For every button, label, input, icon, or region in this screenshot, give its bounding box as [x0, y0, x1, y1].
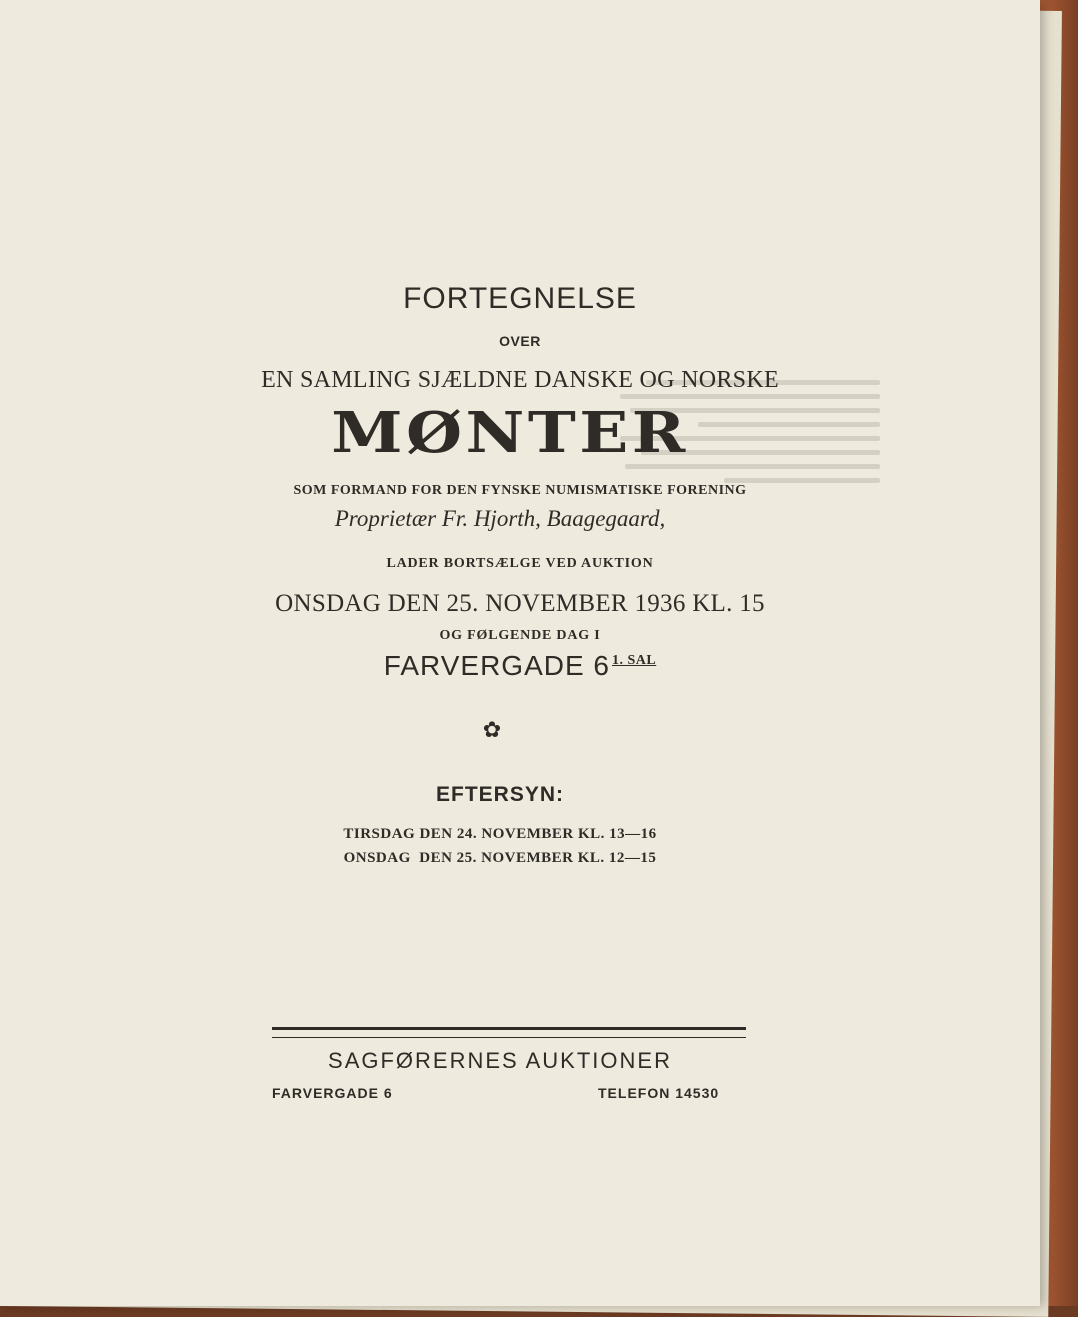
- owner-name: Proprietær Fr. Hjorth, Baagegaard,: [334, 506, 666, 531]
- following-day: OG FØLGENDE DAG I: [439, 628, 601, 643]
- venue: [0, 650, 1040, 682]
- main-heading: MØNTER: [331, 400, 689, 466]
- auction-house: SAGFØRERNES AUKTIONER: [328, 1048, 672, 1073]
- auction-notice: LADER BORTSÆLGE VED AUKTION: [386, 556, 654, 571]
- viewing-time: ONSDAG DEN 25. NOVEMBER KL. 12—15: [343, 850, 657, 866]
- double-rule: [272, 1027, 746, 1038]
- association-line: SOM FORMAND FOR DEN FYNSKE NUMISMATISKE FORENING: [293, 483, 747, 498]
- address: FARVERGADE 6: [272, 1085, 393, 1101]
- venue-street: FARVERGADE 6: [383, 650, 610, 681]
- over-line: OVER: [499, 333, 541, 349]
- venue-floor: 1. SAL: [612, 653, 657, 668]
- auction-date: ONSDAG DEN 25. NOVEMBER 1936 KL. 15: [275, 590, 765, 617]
- phone: TELEFON 14530: [598, 1085, 720, 1101]
- doc-title: FORTEGNELSE: [403, 282, 637, 315]
- subtitle: EN SAMLING SJÆLDNE DANSKE OG NORSKE: [261, 367, 779, 393]
- viewing-time: TIRSDAG DEN 24. NOVEMBER KL. 13—16: [343, 826, 657, 842]
- flower-ornament-icon: ✿: [482, 718, 502, 743]
- viewing-heading: EFTERSYN:: [435, 783, 564, 806]
- viewing-times: [0, 822, 1020, 870]
